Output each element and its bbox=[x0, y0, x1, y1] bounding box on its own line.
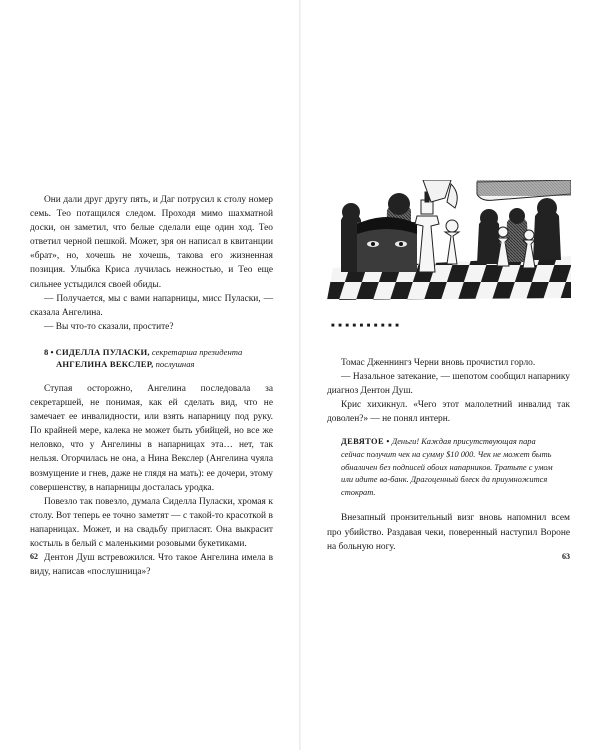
paragraph: Повезло так повезло, думала Сиделла Пуласки, хромая к столу. Вот теперь ее точно заметят — с такой-то красоткой в напарницах. Может, и на свадьбу пригласят. Она выкрасит костыль в белый с маленькими розовыми букетиками. bbox=[30, 496, 273, 549]
clue-text: Деньги! Каждая присутствующая пара сейчас получит чек на сумму $10 000. Чек не может быть обналичен без подписей обоих напарников. Тратьте с умом или идите ва-банк. Драгоценный блеск да приумножится стократ. bbox=[341, 437, 553, 497]
paragraph: Ступая осторожно, Ангелина последовала за секретаршей, не понимая, как ей сделать вид, что не замечает ее инвалидности, или взять напарницу под руку. По крайней мере, калека не может быть убийцей, но все же неловко, что у Ангелины в напарницах эта… нет, так нельзя. Огорчилась не она, а Нина Векслер (Ангелина чуяла возмущение и гнев, даже не глядя на мать): ее дочери, этому совершенству, в напарницы досталась уродка. bbox=[30, 383, 273, 493]
paragraph: Внезапный пронзительный визг вновь напомнил всем про убийство. Раздавая чеки, поверенный наступил Вороне на больную ногу. bbox=[327, 513, 570, 552]
clue-box bbox=[341, 436, 553, 499]
paragraph: Томас Дженнингз Черни вновь прочистил горло. bbox=[341, 358, 536, 368]
paragraph: — Вы что-то сказали, простите? bbox=[44, 321, 174, 332]
paragraph: — Назальное затекание, — шепотом сообщил напарнику диагноз Дентон Душ. bbox=[327, 372, 570, 397]
pair-role-1: секретарша президента bbox=[151, 346, 243, 357]
paragraph: Они дали друг другу пять, и Даг потрусил к столу номер семь. Тео потащился следом. Проходя мимо шахматной доски, он заметил, что белые сделали еще один ход. Тео ответил черной пешкой. Может, зря он написал в квитанции «брат», но, хочешь не хочешь, такова его жизненная позиция. Улыбка Криса лучилась нежностью, и Тео еще сильнее устыдился своей обиды. bbox=[30, 195, 273, 290]
left-page-text bbox=[30, 193, 273, 579]
paragraph: Крис хихикнул. «Чего этот малолетний инвалид так доволен?» — не понял интерн. bbox=[327, 400, 570, 425]
pair-name-2: АНГЕЛИНА ВЕКСЛЕР, bbox=[56, 358, 154, 369]
page-gutter bbox=[299, 0, 301, 750]
pair-heading bbox=[30, 346, 273, 370]
pair-number: 8 • bbox=[44, 346, 54, 357]
clue-title: ДЕВЯТОЕ • bbox=[341, 437, 390, 447]
right-page-text bbox=[327, 356, 570, 554]
pair-second-line bbox=[44, 358, 273, 370]
paragraph: Дентон Душ встревожился. Что такое Ангелина имела в виду, написав «послушница»? bbox=[30, 553, 273, 578]
pair-role-2: послушная bbox=[155, 358, 195, 369]
chess-illustration bbox=[327, 180, 571, 325]
pair-name-1: СИДЕЛЛА ПУЛАСКИ, bbox=[55, 346, 150, 357]
paragraph: — Получается, мы с вами напарницы, мисс Пуласки, — сказала Ангелина. bbox=[30, 293, 273, 318]
page-number-left: 62 bbox=[30, 552, 38, 561]
section-divider: ■ ■ ■ ■ ■ ■ ■ ■ ■ ■ bbox=[331, 323, 400, 329]
page-number-right: 63 bbox=[562, 552, 570, 561]
